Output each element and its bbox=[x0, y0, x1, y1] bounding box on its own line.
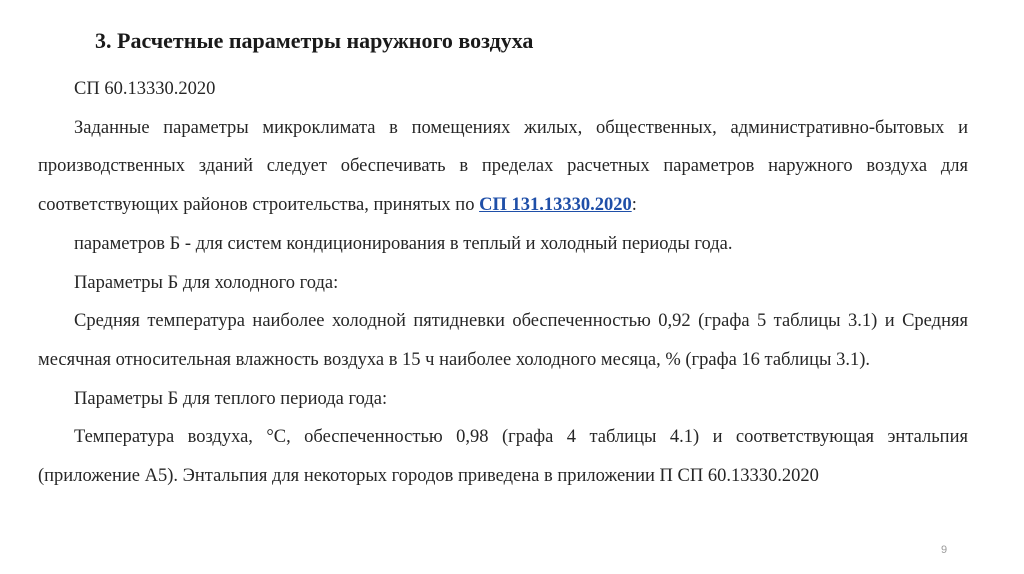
sp131-link[interactable]: СП 131.13330.2020 bbox=[479, 195, 632, 216]
slide-title: 3. Расчетные параметры наружного воздуха bbox=[95, 28, 534, 53]
slide-body bbox=[38, 70, 968, 496]
paragraph-microclimate-text: Заданные параметры микроклимата в помещениях жилых, общественных, административно-бытовых и производственных зданий следует обеспечивать в пределах расчетных параметров наружного воздуха для соответствующих районов строительства, принятых по bbox=[38, 117, 968, 216]
paragraph-params-b: параметров Б - для систем кондиционирования в теплый и холодный периоды года. bbox=[74, 233, 733, 254]
paragraph-cold-details: Средняя температура наиболее холодной пятидневки обеспеченностью 0,92 (графа 5 таблицы 3.1) и Средняя месячная относительная влажность воздуха в 15 ч наиболее холодного месяца, % (графа 16 таблицы 3.1). bbox=[38, 311, 968, 370]
paragraph-warm-heading: Параметры Б для теплого периода года: bbox=[74, 388, 388, 409]
paragraph-warm-details: Температура воздуха, °С, обеспеченностью 0,98 (графа 4 таблицы 4.1) и соответствующая энтальпия (приложение А5). Энтальпия для некоторых городов приведена в приложении П СП 60.13330.2020 bbox=[38, 427, 968, 487]
paragraph-microclimate-params bbox=[38, 109, 968, 225]
paragraph-cold-heading: Параметры Б для холодного года: bbox=[74, 272, 339, 293]
page-number: 9 bbox=[941, 544, 948, 556]
paragraph-standard-ref: СП 60.13330.2020 bbox=[74, 79, 216, 99]
paragraph-microclimate-colon: : bbox=[631, 195, 637, 216]
